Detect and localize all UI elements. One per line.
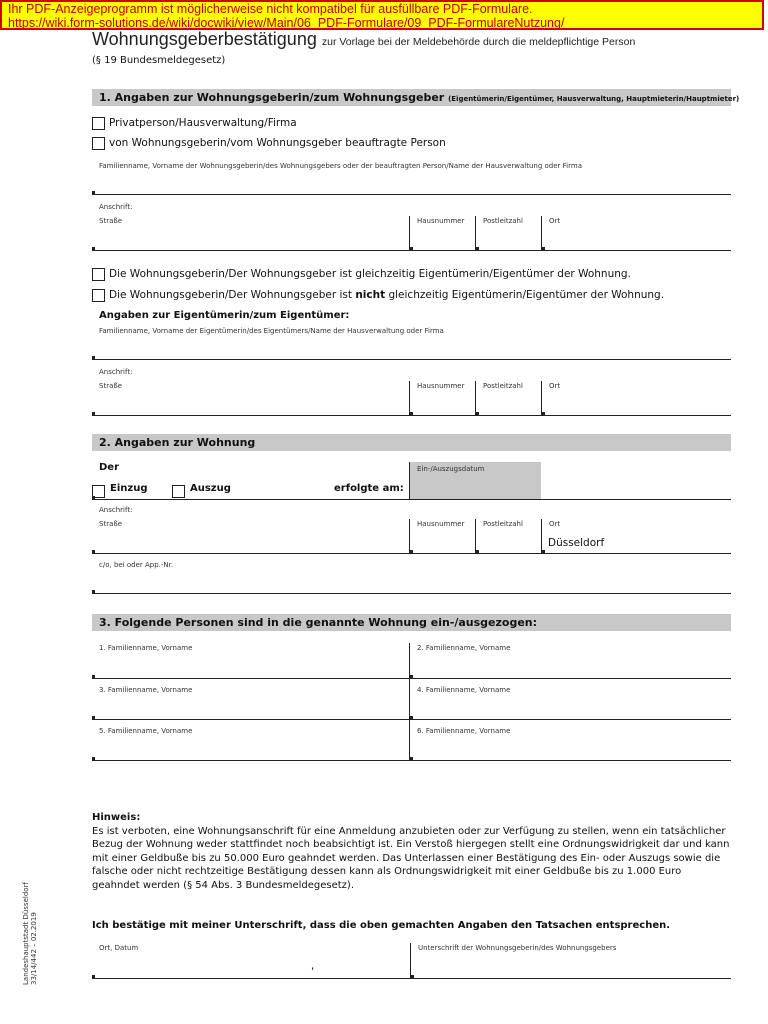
field-marker	[542, 550, 545, 554]
footer-line-1: Landeshauptstadt Düsseldorf	[22, 882, 30, 985]
landlord-city-field[interactable]	[542, 227, 731, 249]
section-1-title: 1. Angaben zur Wohnungsgeberin/zum Wohnungsgeber	[99, 91, 445, 104]
owner-name-label: Familienname, Vorname der Eigentümerin/des Eigentümers/Name der Hausverwaltung oder Firma	[99, 327, 444, 335]
divider	[475, 381, 476, 415]
divider	[409, 643, 410, 679]
owner-house-number-field[interactable]	[410, 392, 475, 414]
person-5-label: 5. Familienname, Vorname	[99, 727, 193, 735]
field-marker	[410, 675, 413, 679]
owner-street-field[interactable]	[92, 392, 409, 414]
place-date-label: Ort, Datum	[99, 944, 139, 952]
apt-city-label: Ort	[549, 520, 561, 528]
label-agent: von Wohnungsgeberin/vom Wohnungsgeber beauftragte Person	[109, 137, 446, 149]
field-marker	[411, 975, 414, 979]
person-3-field[interactable]	[92, 696, 409, 719]
field-marker	[410, 247, 413, 251]
person-4-label: 4. Familienname, Vorname	[417, 686, 511, 694]
divider	[410, 943, 411, 979]
person-6-label: 6. Familienname, Vorname	[417, 727, 511, 735]
divider	[409, 381, 410, 415]
apt-zip-field[interactable]	[476, 530, 541, 552]
field-marker	[92, 356, 95, 360]
form-footer-id	[22, 882, 38, 985]
checkbox-owner-same[interactable]	[92, 268, 105, 281]
apt-address-label: Anschrift:	[99, 506, 133, 514]
place-date-separator: ,	[311, 960, 315, 972]
divider	[409, 679, 410, 720]
owner-address-label: Anschrift:	[99, 368, 133, 376]
label-private: Privatperson/Hausverwaltung/Firma	[109, 117, 297, 129]
divider	[92, 194, 731, 195]
divider	[409, 216, 410, 250]
street-label: Straße	[99, 217, 123, 225]
field-marker	[92, 191, 95, 195]
divider	[475, 519, 476, 553]
divider	[541, 216, 542, 250]
person-1-field[interactable]	[92, 654, 409, 678]
divider	[541, 519, 542, 553]
landlord-street-field[interactable]	[92, 227, 409, 249]
owner-not-prefix: Die Wohnungsgeberin/Der Wohnungsgeber ist	[109, 289, 352, 301]
person-5-field[interactable]	[92, 737, 409, 760]
field-marker	[92, 590, 95, 594]
field-marker	[410, 716, 413, 720]
person-2-field[interactable]	[410, 654, 731, 678]
owner-house-number-label: Hausnummer	[417, 382, 465, 390]
move-date-label: Ein-/Auszugsdatum	[417, 465, 485, 473]
hint-block	[92, 811, 732, 892]
divider	[541, 381, 542, 415]
field-marker	[92, 550, 95, 554]
field-marker	[92, 496, 95, 500]
field-marker	[92, 247, 95, 251]
legal-reference: (§ 19 Bundesmeldegesetz)	[92, 55, 226, 66]
banner-line-2[interactable]: https://wiki.form-solutions.de/wiki/docwiki/view/Main/06_PDF-Formulare/09_PDF-FormulareNutzung/	[8, 16, 565, 30]
person-3-label: 3. Familienname, Vorname	[99, 686, 193, 694]
landlord-name-label: Familienname, Vorname der Wohnungsgeberin/des Wohnungsgebers oder der beauftragten Person/Name der Hausverwaltung oder Firma	[99, 162, 582, 170]
banner-line-1: Ihr PDF-Anzeigeprogramm ist möglicherweise nicht kompatibel für ausfüllbare PDF-Formulare.	[8, 2, 533, 16]
label-owner-same: Die Wohnungsgeberin/Der Wohnungsgeber ist gleichzeitig Eigentümerin/Eigentümer der Wohnung.	[109, 268, 631, 280]
form-title-text: Wohnungsgeberbestätigung	[92, 29, 317, 49]
footer-line-2: 33/14/442 – 02.2019	[30, 912, 38, 985]
apt-city-value[interactable]: Düsseldorf	[548, 537, 605, 549]
field-marker	[542, 412, 545, 416]
divider	[409, 462, 410, 500]
checkbox-owner-not[interactable]	[92, 289, 105, 302]
label-einzug: Einzug	[110, 483, 148, 494]
label-owner-not	[109, 289, 664, 301]
confirmation-statement: Ich bestätige mit meiner Unterschrift, dass die oben gemachten Angaben den Tatsachen entsprechen.	[92, 920, 671, 931]
hint-text: Es ist verboten, eine Wohnungsanschrift für eine Anmeldung anzubieten oder zur Verfügung zu stellen, wenn ein tatsächlicher Bezug der Wohnung weder stattfindet noch beabsichtigt ist. Ein Verstoß hiergegen stellt eine Ordnungswidrigkeit dar und kann mit einer Geldbuße bis zu 50.000 Euro geahndet werden. Das Unterlassen einer Bestätigung des Ein- oder Auszugs sowie die falsche oder nicht rechtzeitige Bestätigung dessen kann als Ordnungswidrigkeit mit einer Geldbuße bis zu 1.000 Euro geahndet werden (§ 54 Abs. 3 Bundesmeldegesetz).	[92, 825, 730, 891]
field-marker	[542, 247, 545, 251]
checkbox-private[interactable]	[92, 117, 105, 130]
field-marker	[92, 675, 95, 679]
divider	[409, 720, 410, 761]
divider	[92, 359, 731, 360]
move-date-field[interactable]	[410, 462, 541, 499]
owner-city-label: Ort	[549, 382, 561, 390]
address-label: Anschrift:	[99, 203, 133, 211]
label-der: Der	[99, 462, 120, 473]
divider	[475, 216, 476, 250]
field-marker	[476, 412, 479, 416]
person-2-label: 2. Familienname, Vorname	[417, 644, 511, 652]
section-1-heading	[92, 89, 740, 106]
divider	[409, 519, 410, 553]
apt-street-label: Straße	[99, 520, 123, 528]
section-2-heading: 2. Angaben zur Wohnung	[92, 434, 731, 451]
form-subtitle: zur Vorlage bei der Meldebehörde durch die meldepflichtige Person	[321, 36, 636, 48]
section-3-heading: 3. Folgende Personen sind in die genannte Wohnung ein-/ausgezogen:	[92, 614, 731, 631]
house-number-label: Hausnummer	[417, 217, 465, 225]
field-marker	[476, 247, 479, 251]
checkbox-agent[interactable]	[92, 137, 105, 150]
co-field[interactable]	[92, 571, 731, 593]
field-marker	[410, 757, 413, 761]
owner-zip-field[interactable]	[476, 392, 541, 414]
city-label: Ort	[549, 217, 561, 225]
owner-not-emphasis: nicht	[355, 289, 386, 301]
field-marker	[410, 550, 413, 554]
field-marker	[92, 757, 95, 761]
pdf-compat-banner	[0, 0, 764, 30]
owner-heading: Angaben zur Eigentümerin/zum Eigentümer:	[99, 310, 350, 321]
apt-street-field[interactable]	[92, 530, 409, 552]
place-date-field[interactable]	[92, 954, 409, 978]
co-label: c/o, bei oder App.-Nr.	[99, 561, 174, 569]
apt-house-number-label: Hausnummer	[417, 520, 465, 528]
field-marker	[92, 975, 95, 979]
divider	[92, 499, 731, 500]
signature-label: Unterschrift der Wohnungsgeberin/des Wohnungsgebers	[418, 944, 617, 952]
person-1-label: 1. Familienname, Vorname	[99, 644, 193, 652]
owner-zip-label: Postleitzahl	[483, 382, 523, 390]
hint-title: Hinweis:	[92, 812, 141, 823]
field-marker	[92, 716, 95, 720]
signature-field[interactable]	[412, 954, 731, 978]
landlord-house-number-field[interactable]	[410, 227, 475, 249]
section-1-note: (Eigentümerin/Eigentümer, Hausverwaltung, Hauptmieterin/Hauptmieter)	[448, 95, 740, 103]
person-6-field[interactable]	[410, 737, 731, 760]
owner-street-label: Straße	[99, 382, 123, 390]
field-marker	[410, 412, 413, 416]
person-4-field[interactable]	[410, 696, 731, 719]
checkbox-auszug[interactable]	[172, 485, 185, 498]
label-erfolgte: erfolgte am:	[334, 483, 404, 494]
form-title	[92, 29, 635, 50]
owner-not-suffix: gleichzeitig Eigentümerin/Eigentümer der Wohnung.	[388, 289, 665, 301]
field-marker	[476, 550, 479, 554]
apt-zip-label: Postleitzahl	[483, 520, 523, 528]
landlord-name-field[interactable]	[92, 172, 731, 194]
label-auszug: Auszug	[190, 483, 231, 494]
zip-label: Postleitzahl	[483, 217, 523, 225]
owner-city-field[interactable]	[542, 392, 731, 414]
divider	[92, 593, 731, 594]
field-marker	[92, 412, 95, 416]
owner-name-field[interactable]	[92, 337, 731, 359]
apt-house-number-field[interactable]	[410, 530, 475, 552]
landlord-zip-field[interactable]	[476, 227, 541, 249]
